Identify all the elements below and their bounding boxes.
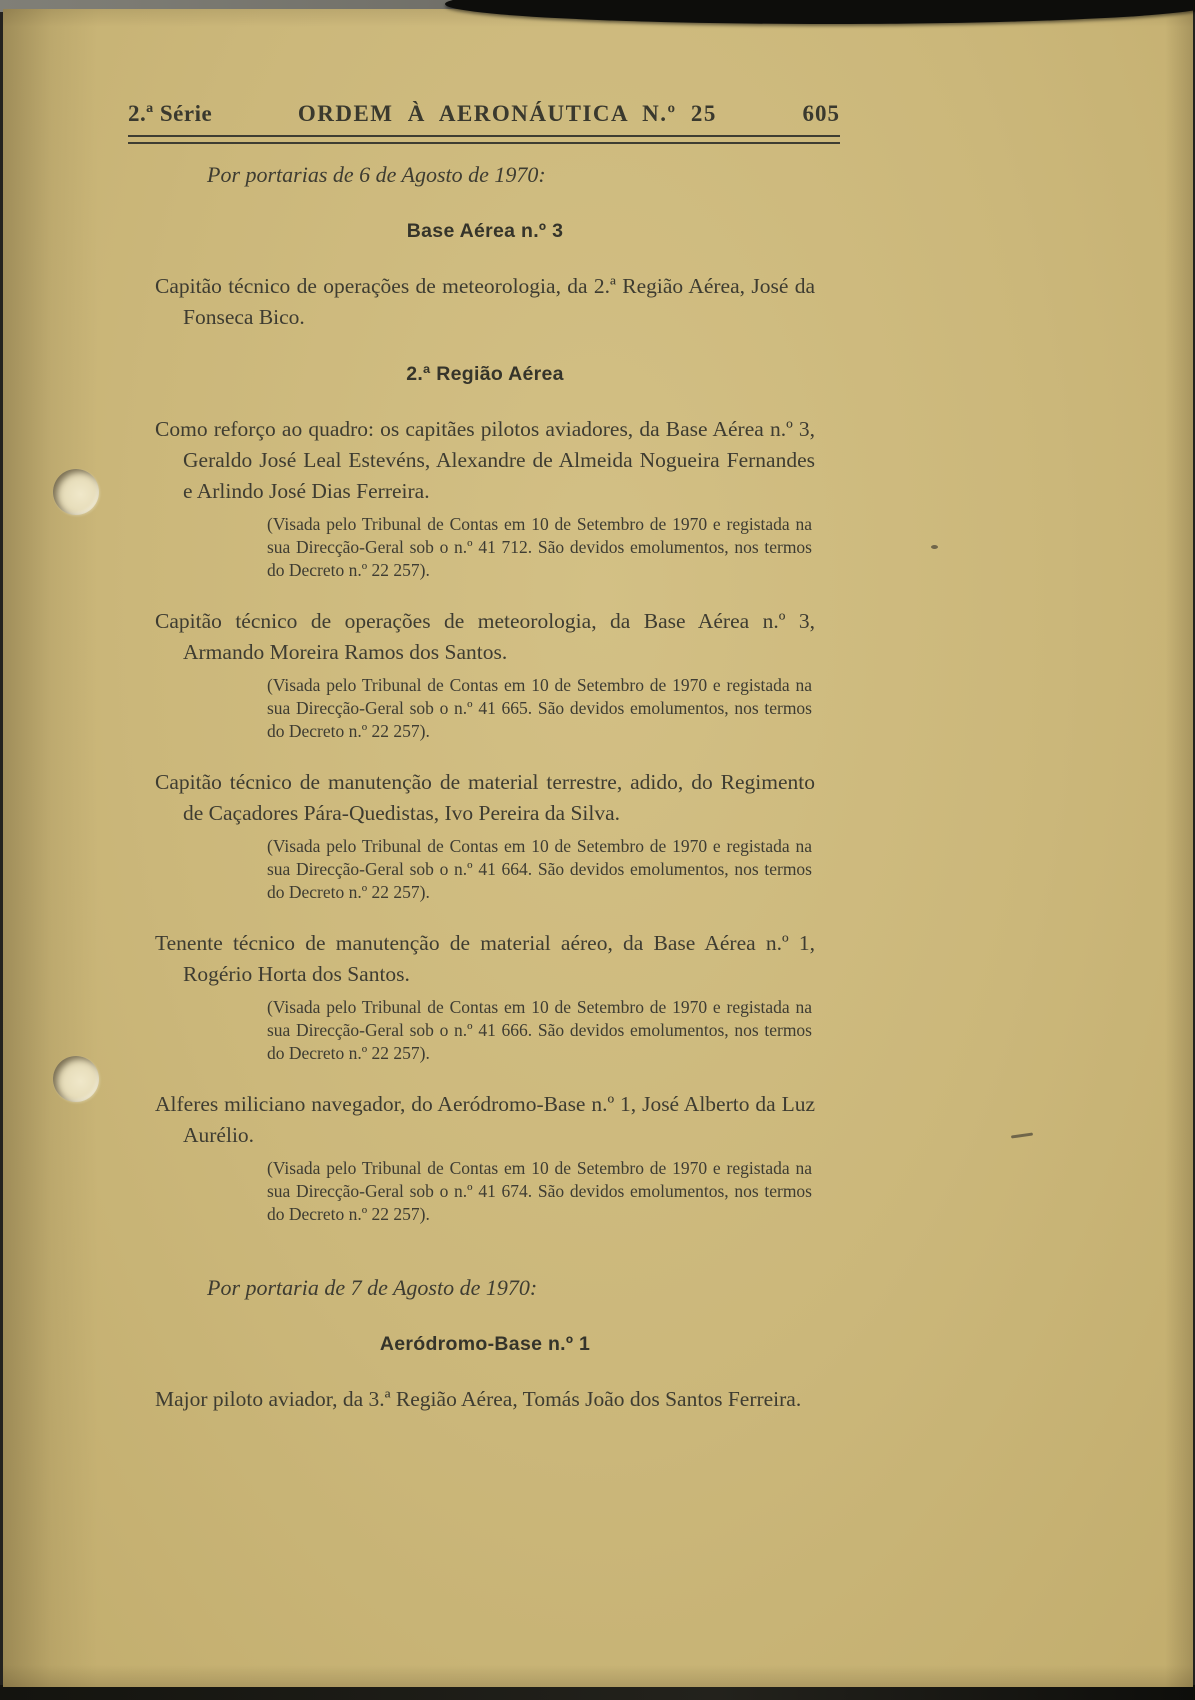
document-body xyxy=(155,159,815,1421)
punch-hole-bottom xyxy=(53,1056,99,1102)
punch-hole-top xyxy=(53,469,99,515)
paragraph-major-tomas-ferreira: Major piloto aviador, da 3.ª Região Aérea, Tomás João dos Santos Ferreira. xyxy=(155,1387,802,1411)
paragraph-alferes-luz-aurelio: Alferes miliciano navegador, do Aeródromo-Base n.º 1, José Alberto da Luz Aurélio. xyxy=(155,1092,815,1147)
section-heading-regiao-aerea-2: 2.ª Região Aérea xyxy=(406,363,564,385)
paragraph-reforco-quadro: Como reforço ao quadro: os capitães pilotos aviadores, da Base Aérea n.º 3, Geraldo José Leal Estevéns, Alexandre de Almeida Nogueira Fernandes e Arlindo José Dias Ferreira. xyxy=(155,417,815,503)
page-title: ORDEM À AERONÁUTICA N.º 25 xyxy=(297,101,717,126)
tribunal-note-41665: (Visada pelo Tribunal de Contas em 10 de Setembro de 1970 e registada na sua Direcção-Geral sob o n.º 41 665. São devidos emolumentos, nos termos do Decreto n.º 22 257). xyxy=(267,675,812,741)
page-number: 605 xyxy=(802,101,840,126)
paragraph-capitao-ivo-pereira: Capitão técnico de manutenção de material terrestre, adido, do Regimento de Caçadores Pára-Quedistas, Ivo Pereira da Silva. xyxy=(155,770,815,825)
page-header xyxy=(128,101,840,127)
tribunal-note-41664: (Visada pelo Tribunal de Contas em 10 de Setembro de 1970 e registada na sua Direcção-Geral sob o n.º 41 664. São devidos emolumentos, nos termos do Decreto n.º 22 257). xyxy=(267,836,812,902)
pencil-mark xyxy=(1011,1132,1033,1138)
series-label: 2.ª Série xyxy=(128,101,213,126)
paragraph-capitao-armando-ramos: Capitão técnico de operações de meteorologia, da Base Aérea n.º 3, Armando Moreira Ramos dos Santos. xyxy=(155,609,815,664)
scan-edge-bottom xyxy=(0,1685,1195,1700)
header-rule xyxy=(128,135,840,144)
tribunal-note-41674: (Visada pelo Tribunal de Contas em 10 de Setembro de 1970 e registada na sua Direcção-Geral sob o n.º 41 674. São devidos emolumentos, nos termos do Decreto n.º 22 257). xyxy=(267,1158,812,1224)
paragraph-tenente-rogerio-horta: Tenente técnico de manutenção de material aéreo, da Base Aérea n.º 1, Rogério Horta dos Santos. xyxy=(155,931,815,986)
tribunal-note-41712: (Visada pelo Tribunal de Contas em 10 de Setembro de 1970 e registada na sua Direcção-Geral sob o n.º 41 712. São devidos emolumentos, nos termos do Decreto n.º 22 257). xyxy=(267,514,812,580)
date-line-portarias-6-agosto: Por portarias de 6 de Agosto de 1970: xyxy=(207,162,546,187)
paper xyxy=(3,9,1193,1687)
paragraph-capitao-fonseca-bico: Capitão técnico de operações de meteorologia, da 2.ª Região Aérea, José da Fonseca Bico. xyxy=(155,274,815,329)
tribunal-note-41666: (Visada pelo Tribunal de Contas em 10 de Setembro de 1970 e registada na sua Direcção-Geral sob o n.º 41 666. São devidos emolumentos, nos termos do Decreto n.º 22 257). xyxy=(267,997,812,1063)
ink-speck xyxy=(931,545,938,549)
section-heading-aerodromo-base-1: Aeródromo-Base n.º 1 xyxy=(379,1333,591,1355)
date-line-portaria-7-agosto: Por portaria de 7 de Agosto de 1970: xyxy=(207,1275,538,1300)
section-heading-base-aerea-3: Base Aérea n.º 3 xyxy=(406,220,564,242)
